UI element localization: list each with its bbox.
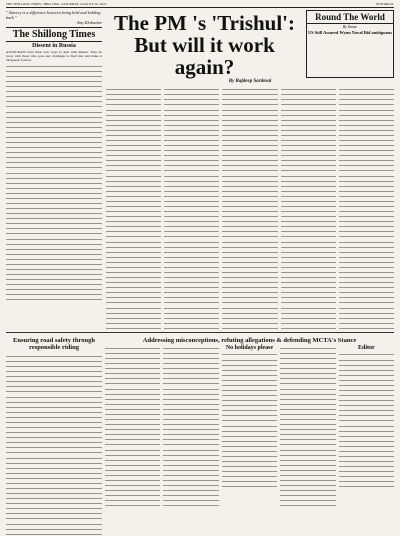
ensuring-body-lines: [6, 353, 102, 535]
page-header-bar: [6, 2, 394, 8]
round-the-world-body: [339, 86, 394, 330]
section-divider: [6, 332, 394, 333]
editor-heading: Editor: [357, 344, 375, 351]
quote-text: " Slavery is a difference between being held and holding back ": [6, 10, 101, 21]
headline-row: [106, 10, 394, 78]
editor-column: [339, 345, 394, 508]
quote-author: Amy Klobuchar: [76, 20, 102, 26]
lower-section: [6, 335, 394, 536]
feature-section: [106, 10, 394, 330]
addressing-col-1: [105, 345, 160, 508]
masthead: The Shillong Times: [6, 27, 102, 42]
ensuring-road-safety-headline: Ensuring road safety through responsible riding: [13, 336, 95, 351]
editorial-lead: AUTOCRATS have their own ways to deal with dissent. They do away with those who pose any challenge to their rule and make it 'disappear' forever.: [6, 50, 102, 63]
editorial-body-lines: [6, 63, 102, 301]
article-columns: [106, 86, 394, 330]
letters-col-4: [280, 345, 335, 508]
article-column-2: [164, 86, 219, 330]
round-the-world-headline: US Still Assured Wynn Naval Bid ambiguous: [307, 30, 393, 35]
article-byline: By Rajdeep Sardesai: [228, 79, 272, 84]
addressing-headline: Addressing misconceptions, refuting allegations & defending MCTA's Stance: [142, 336, 357, 344]
header-right-text: EDITORIAL: [376, 2, 394, 6]
editorial-title: Dissent in Russia: [32, 43, 76, 50]
letters-column: [6, 335, 102, 536]
addressing-column: [105, 335, 394, 536]
article-column-3: [222, 86, 277, 330]
article-column-4: [281, 86, 336, 330]
article-column-1: [106, 86, 161, 330]
header-left-text: THE SHILLONG TIMES, SHILLONG, SATURDAY, AUGUST 26, 2023: [6, 2, 107, 6]
editor-lines: [339, 351, 394, 487]
round-the-world-box: [306, 10, 394, 78]
editorial-column: [6, 10, 102, 330]
addressing-col-2: [163, 345, 218, 508]
main-headline: The PM 's 'Trishul': But will it work again?: [113, 11, 296, 79]
no-holidays-column: [222, 345, 277, 508]
round-the-world-title: Round The World: [307, 11, 393, 24]
no-holidays-lines: [222, 351, 277, 487]
no-holidays-headline: No holidays please: [225, 344, 274, 351]
addressing-columns: [105, 345, 394, 508]
main-layout: [6, 10, 394, 330]
round-the-world-byline: By Tamar: [343, 25, 357, 29]
